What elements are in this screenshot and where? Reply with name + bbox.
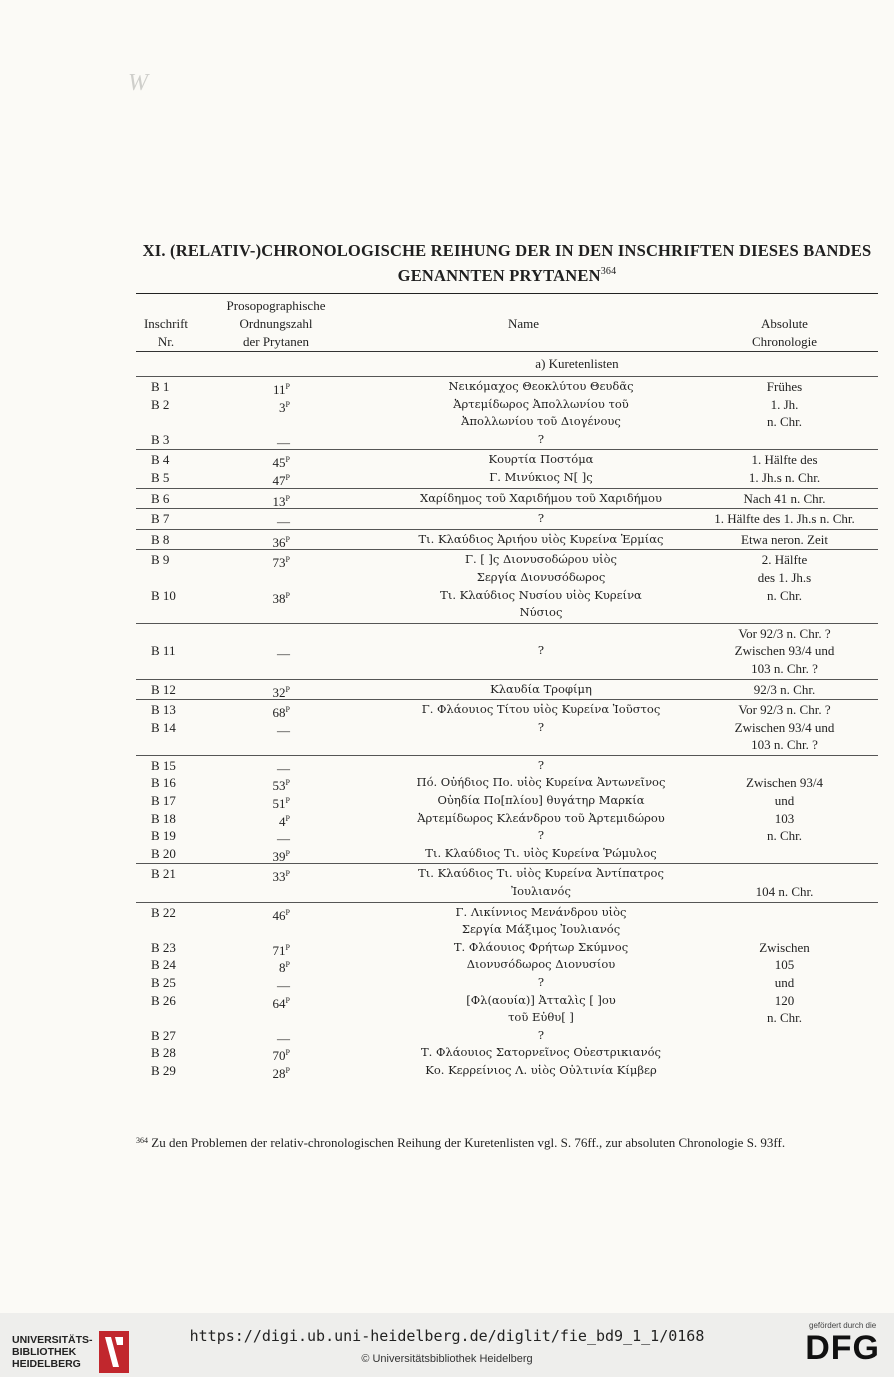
- ordnungszahl-suffix: P: [285, 942, 290, 952]
- ordnungszahl-suffix: P: [285, 995, 290, 1005]
- absolute-chronologie: Zwischen 93/4 und: [734, 719, 835, 735]
- table-row-group: [136, 700, 878, 755]
- footnote: [136, 1132, 878, 1152]
- prytan-name: Κο. Κερρείνιος Λ. υἱὸς Οὐλτινία Κίμβερ: [425, 1062, 657, 1077]
- absolute-chronologie: 103 n. Chr. ?: [751, 660, 818, 676]
- table-row-group: [136, 624, 878, 679]
- dfg-logo[interactable]: [805, 1321, 880, 1366]
- ordnungszahl-value: 47: [272, 472, 286, 488]
- ordnungszahl: [248, 845, 290, 866]
- prytan-name: Γ. Λικίννιος Μενάνδρου υἱὸς: [455, 904, 627, 919]
- inschrift-nr: B 10: [151, 587, 176, 603]
- prytan-name: Νύσιος: [519, 605, 563, 620]
- ordnungszahl: [248, 431, 290, 452]
- ordnungszahl-suffix: P: [285, 1065, 290, 1075]
- ordnungszahl-value: 3: [279, 399, 286, 415]
- absolute-chronologie: Vor 92/3 n. Chr. ?: [738, 625, 831, 641]
- ordnungszahl-suffix: P: [285, 796, 290, 806]
- absolute-chronologie: 104 n. Chr.: [755, 884, 814, 900]
- inschrift-nr: B 22: [151, 904, 176, 920]
- prytan-name: Κουρτία Ποστόμα: [488, 452, 594, 467]
- title-line-2: [136, 261, 878, 286]
- prytan-name: τοῦ Εὐθυ[ ]: [508, 1010, 574, 1025]
- table-row: [136, 469, 878, 487]
- absolute-chronologie: und: [774, 793, 795, 809]
- table-row: [136, 736, 878, 754]
- ordnungszahl-value: 38: [272, 590, 286, 606]
- absolute-chronologie: n. Chr.: [766, 414, 803, 430]
- table-row: [136, 431, 878, 449]
- absolute-chronologie: 1. Jh.s n. Chr.: [748, 469, 821, 485]
- absolute-chronologie: des 1. Jh.s: [757, 569, 812, 585]
- ordnungszahl-value: 71: [272, 942, 286, 958]
- table-row: [136, 921, 878, 939]
- table-row: [136, 1009, 878, 1027]
- prytan-name: Οὐηδία Πο[πλίου] θυγάτηρ Μαρκία: [437, 793, 645, 808]
- table-row: [136, 974, 878, 992]
- prytan-name: Χαρίδημος τοῦ Χαριδήμου τοῦ Χαριδήμου: [420, 490, 662, 505]
- prytan-name: Τι. Κλαύδιος Τι. υἱὸς Κυρείνα Ἀντίπατρος: [418, 866, 664, 881]
- table-body: [136, 376, 878, 1081]
- ordnungszahl-value: 28: [272, 1065, 286, 1081]
- dfg-wordmark: DFG: [805, 1329, 880, 1367]
- prytan-name: Ἀρτεμίδωρος Κλεάνδρου τοῦ Ἀρτεμιδώρου: [417, 810, 665, 825]
- ordnungszahl-value: —: [277, 831, 290, 847]
- ordnungszahl-value: 39: [272, 848, 286, 864]
- inschrift-nr: B 23: [151, 939, 176, 955]
- header-ordnungszahl: [206, 297, 346, 351]
- ordnungszahl-value: 4: [279, 813, 286, 829]
- inschrift-nr: B 18: [151, 810, 176, 826]
- table-row-group: [136, 680, 878, 700]
- absolute-chronologie: und: [774, 975, 795, 990]
- ordnungszahl-value: 51: [272, 796, 286, 812]
- ordnungszahl-value: —: [277, 514, 290, 530]
- inschrift-nr: B 21: [151, 866, 176, 882]
- prytan-name: ?: [537, 975, 545, 989]
- prytan-name: Κλαυδία Τροφίμη: [490, 681, 592, 696]
- ordnungszahl-suffix: P: [285, 382, 290, 391]
- footnote-mark: 364: [136, 1136, 148, 1145]
- ordnungszahl-suffix: P: [285, 907, 290, 917]
- table-top-rule: [136, 293, 878, 294]
- table-row: [136, 1027, 878, 1045]
- inschrift-nr: B 11: [151, 643, 176, 659]
- prytan-name: Τι. Κλαύδιος Τι. υἱὸς Κυρείνα Ῥώμυλος: [425, 845, 657, 860]
- copyright-notice: © Universitätsbibliothek Heidelberg: [361, 1353, 533, 1365]
- absolute-chronologie: 92/3 n. Chr.: [753, 681, 816, 697]
- table-row: [136, 845, 878, 863]
- inschrift-nr: B 25: [151, 975, 176, 990]
- table-row: [136, 1062, 878, 1080]
- table-row-group: [136, 864, 878, 901]
- ordnungszahl-suffix: P: [285, 813, 290, 823]
- header-chronologie-l1: Absolute: [761, 316, 808, 331]
- header-ordnungszahl-l3: der Prytanen: [242, 334, 310, 349]
- ordnungszahl-value: 64: [272, 995, 286, 1011]
- prytan-name: Σεργία Μάξιμος Ἰουλιανός: [461, 922, 621, 937]
- ordnungszahl: [248, 510, 290, 531]
- ordnungszahl-suffix: P: [285, 455, 290, 465]
- table-row-group: [136, 450, 878, 487]
- section-label: a) Kuretenlisten: [535, 356, 619, 371]
- inschrift-nr: B 17: [151, 793, 176, 809]
- table-row: [136, 992, 878, 1010]
- ordnungszahl-suffix: P: [285, 534, 290, 544]
- ordnungszahl-suffix: P: [285, 848, 290, 858]
- prytan-name: Πό. Οὐήδιος Πο. υἱὸς Κυρείνα Ἀντωνεῖνος: [416, 775, 666, 790]
- ordnungszahl-value: 68: [272, 705, 286, 721]
- header-inschrift: [136, 315, 196, 351]
- prytan-name: Γ. Μινύκιος Ν[ ]ς: [489, 469, 593, 484]
- absolute-chronologie: Zwischen 93/4: [746, 775, 823, 791]
- table-row-group: [136, 509, 878, 529]
- prytan-name: Τι. Κλαύδιος Νυσίου υἱὸς Κυρείνα: [440, 587, 642, 602]
- absolute-chronologie: 1. Hälfte des 1. Jh.s n. Chr.: [714, 511, 855, 527]
- table-row: [136, 956, 878, 974]
- inschrift-nr: B 27: [151, 1027, 176, 1043]
- ordnungszahl-value: —: [277, 1030, 290, 1046]
- ordnungszahl-suffix: P: [285, 590, 290, 600]
- table-row: [136, 451, 878, 469]
- absolute-chronologie: Zwischen: [759, 939, 810, 955]
- table-row: [136, 551, 878, 569]
- ordnungszahl-value: —: [277, 646, 290, 662]
- absolute-chronologie: 1. Hälfte des: [751, 452, 818, 468]
- corner-mark: W: [128, 70, 148, 96]
- table-row: [136, 490, 878, 508]
- ordnungszahl-value: 53: [272, 778, 286, 794]
- prytan-name: Τ. Φλάουιος Φρήτωρ Σκύμνος: [453, 939, 629, 954]
- ordnungszahl-value: 8: [279, 960, 286, 976]
- inschrift-nr: B 9: [151, 552, 170, 568]
- table-row: [136, 569, 878, 587]
- ordnungszahl-suffix: P: [285, 399, 290, 409]
- ordnungszahl-suffix: P: [285, 555, 290, 565]
- prytan-name: Γ. Φλάουιος Τίτου υἱὸς Κυρείνα Ἰοῦστος: [421, 702, 661, 717]
- table-row: [136, 827, 878, 845]
- prytan-name: ?: [537, 1027, 545, 1042]
- ordnungszahl-suffix: P: [285, 493, 290, 503]
- absolute-chronologie: 120: [774, 992, 795, 1008]
- inschrift-nr: B 1: [151, 379, 170, 394]
- ordnungszahl-value: 33: [272, 869, 286, 885]
- absolute-chronologie: 2. Hälfte: [761, 552, 808, 568]
- prytan-name: ?: [537, 431, 545, 446]
- table-row: [136, 810, 878, 828]
- table-row: [136, 701, 878, 719]
- header-inschrift-l2: Nr.: [157, 334, 175, 349]
- header-ordnungszahl-l1: Prosopographische: [226, 298, 326, 313]
- absolute-chronologie: Zwischen 93/4 und: [734, 643, 835, 659]
- ordnungszahl: [248, 681, 290, 702]
- inschrift-nr: B 8: [151, 531, 170, 547]
- inschrift-nr: B 28: [151, 1045, 176, 1061]
- absolute-chronologie: 103 n. Chr. ?: [751, 737, 818, 753]
- prytan-name: Γ. [ ]ς Διονυσοδώρου υἱὸς: [464, 552, 617, 567]
- absolute-chronologie: Etwa neron. Zeit: [741, 531, 828, 547]
- table-row: [136, 413, 878, 431]
- header-inschrift-l1: Inschrift: [143, 316, 189, 331]
- ordnungszahl-suffix: P: [285, 1048, 290, 1058]
- title-footnote-mark: 364: [600, 266, 617, 277]
- prytan-name: Ἀρτεμίδωρος Ἀπολλωνίου τοῦ: [453, 396, 629, 411]
- absolute-chronologie: 105: [774, 957, 795, 973]
- table-row: [136, 660, 878, 678]
- absolute-chronologie: 1. Jh.: [770, 396, 799, 412]
- absolute-chronologie: n. Chr.: [766, 1010, 803, 1026]
- ordnungszahl-value: —: [277, 760, 290, 776]
- ordnungszahl-value: 70: [272, 1048, 286, 1064]
- inschrift-nr: B 20: [151, 845, 176, 861]
- ordnungszahl: [248, 531, 290, 552]
- prytan-name: ?: [537, 757, 545, 772]
- ordnungszahl-suffix: P: [285, 778, 290, 788]
- table-row: [136, 1044, 878, 1062]
- absolute-chronologie: n. Chr.: [766, 587, 803, 603]
- inschrift-nr: B 12: [151, 681, 176, 697]
- inschrift-nr: B 2: [151, 396, 170, 412]
- header-chronologie: [691, 315, 878, 351]
- viewer-footer: [0, 1313, 894, 1377]
- title-line-2-text: GENANNTEN PRYTANEN: [397, 266, 601, 285]
- footnote-text: Zu den Problemen der relativ-chronologischen Reihung der Kuretenlisten vgl. S. 76ff., zur absoluten Chronologie S. 93ff.: [148, 1135, 786, 1150]
- dfg-tagline: gefördert durch die: [809, 1321, 877, 1330]
- prytan-name: Διονυσόδωρος Διονυσίου: [466, 957, 616, 972]
- ordnungszahl-value: 73: [272, 555, 286, 571]
- table-row: [136, 396, 878, 414]
- table-row: [136, 642, 878, 660]
- header-ordnungszahl-l2: Ordnungszahl: [239, 316, 313, 331]
- inschrift-nr: B 26: [151, 992, 176, 1008]
- table-row: [136, 792, 878, 810]
- table-row-group: [136, 530, 878, 550]
- prytan-name: ?: [537, 719, 545, 734]
- ordnungszahl-value: 13: [272, 493, 286, 509]
- prytan-name: Νεικόμαχος Θεοκλύτου Θευδᾶς: [448, 379, 634, 393]
- table-row: [136, 904, 878, 922]
- prytan-name: [Φλ(αουία)] Ἀτταλὶς [ ]ου: [466, 992, 616, 1007]
- prytanen-table: [136, 293, 878, 1081]
- prytan-name: Σεργία Διονυσόδωρος: [476, 569, 606, 584]
- inschrift-nr: B 4: [151, 452, 170, 468]
- absolute-chronologie: Nach 41 n. Chr.: [743, 490, 826, 506]
- table-row: [136, 681, 878, 699]
- table-row: [136, 757, 878, 775]
- absolute-chronologie: n. Chr.: [766, 828, 803, 844]
- prytan-name: ?: [537, 511, 545, 526]
- ordnungszahl-value: —: [277, 434, 290, 450]
- absolute-chronologie: Frühes: [766, 379, 803, 394]
- inschrift-nr: B 16: [151, 775, 176, 791]
- inschrift-nr: B 6: [151, 490, 170, 506]
- library-name-l1: UNIVERSITÄTS-: [12, 1334, 93, 1346]
- ordnungszahl-value: —: [277, 978, 290, 993]
- ordnungszahl-suffix: P: [285, 472, 290, 482]
- table-row: [136, 604, 878, 622]
- header-name: Name: [507, 316, 540, 331]
- page-url-link[interactable]: https://digi.ub.uni-heidelberg.de/diglit/fie_bd9_1_1/0168: [189, 1327, 705, 1345]
- inschrift-nr: B 13: [151, 702, 176, 718]
- absolute-chronologie: 103: [774, 810, 795, 826]
- table-row: [136, 378, 878, 396]
- ordnungszahl-suffix: P: [285, 684, 290, 694]
- table-row: [136, 865, 878, 883]
- ordnungszahl-suffix: P: [285, 705, 290, 715]
- table-row: [136, 719, 878, 737]
- inschrift-nr: B 14: [151, 719, 176, 735]
- inschrift-nr: B 19: [151, 828, 176, 844]
- table-row: [136, 625, 878, 643]
- table-row: [136, 939, 878, 957]
- table-row-group: [136, 489, 878, 509]
- prytan-name: Ἀπολλωνίου τοῦ Διογένους: [461, 414, 621, 429]
- ordnungszahl-value: 11: [273, 382, 286, 397]
- table-row: [136, 774, 878, 792]
- inschrift-nr: B 29: [151, 1062, 176, 1078]
- absolute-chronologie: Vor 92/3 n. Chr. ?: [738, 702, 831, 718]
- inschrift-nr: B 15: [151, 757, 176, 773]
- table-row: [136, 510, 878, 528]
- prytan-name: Τ. Φλάουιος Σατορνεῖνος Οὐεστρικιανός: [421, 1045, 661, 1060]
- header-chronologie-l2: Chronologie: [752, 334, 817, 349]
- ordnungszahl-value: —: [277, 722, 290, 738]
- library-name-l2: BIBLIOTHEK: [12, 1346, 77, 1358]
- title-line-1: XI. (RELATIV-)CHRONOLOGISCHE REIHUNG DER IN DEN INSCHRIFTEN DIESES BANDES: [142, 241, 872, 260]
- ordnungszahl: [248, 1062, 290, 1083]
- prytan-name: ?: [537, 828, 545, 843]
- table-row: [136, 883, 878, 901]
- ordnungszahl-value: 36: [272, 534, 286, 550]
- ordnungszahl-suffix: P: [285, 960, 290, 970]
- inschrift-nr: B 5: [151, 469, 170, 485]
- ordnungszahl-value: 45: [272, 455, 286, 471]
- table-row-group: [136, 550, 878, 622]
- prytan-name: Τι. Κλαύδιος Ἀριήου υἱὸς Κυρείνα Ἑρμίας: [418, 531, 664, 546]
- inschrift-nr: B 3: [151, 431, 170, 447]
- table-header: [136, 297, 878, 351]
- ordnungszahl-value: 46: [272, 907, 286, 923]
- ordnungszahl-suffix: P: [285, 869, 290, 879]
- inschrift-nr: B 7: [151, 511, 170, 527]
- library-name-l3: HEIDELBERG: [12, 1358, 81, 1370]
- table-row-group: [136, 756, 878, 864]
- prytan-name: ?: [537, 643, 545, 658]
- table-row: [136, 587, 878, 605]
- prytan-name: Ἰουλιανός: [511, 884, 571, 899]
- table-row-group: [136, 903, 878, 1081]
- table-row: [136, 531, 878, 549]
- ordnungszahl: [248, 469, 290, 490]
- ordnungszahl: [248, 490, 290, 511]
- inschrift-nr: B 24: [151, 957, 176, 973]
- page-title: [136, 240, 878, 286]
- ordnungszahl-value: 32: [272, 684, 286, 700]
- table-row-group: [136, 377, 878, 449]
